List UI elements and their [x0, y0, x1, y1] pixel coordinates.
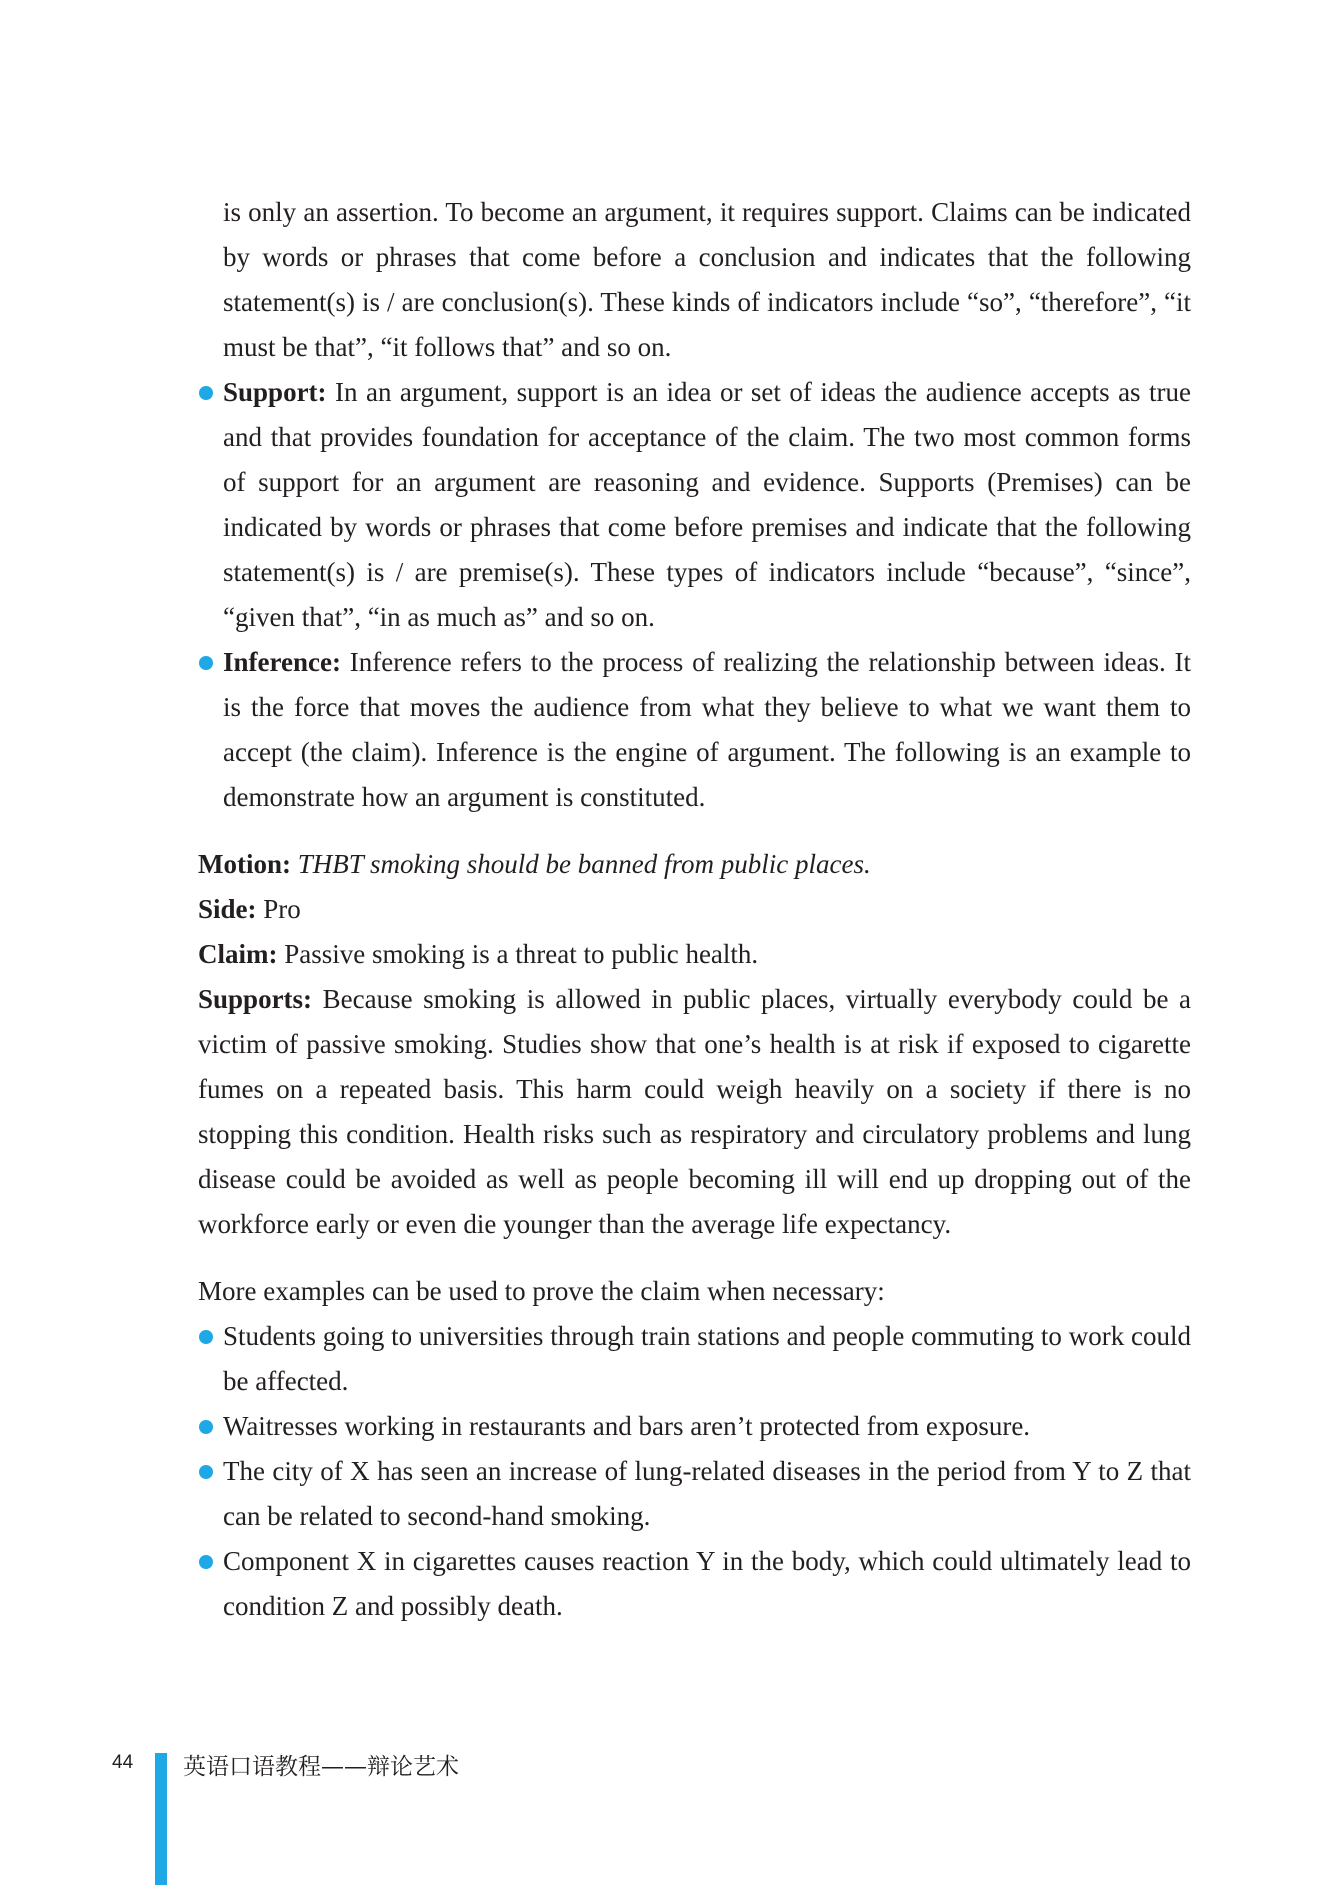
footer-accent-bar — [155, 1753, 167, 1885]
definition-item-inference — [198, 640, 1191, 820]
claim-text: Passive smoking is a threat to public health. — [284, 939, 759, 969]
intro-paragraph: is only an assertion. To become an argument, it requires support. Claims can be indicated by words or phrases that come before a conclusion and indicates that the following statement(s) is / are conclusion(s). These kinds of indicators include “so”, “therefore”, “it must be that”, “it follows that” and so on. — [223, 197, 1191, 362]
page-number: 44 — [112, 1752, 134, 1773]
argument-example — [198, 842, 1191, 1247]
motion-line — [198, 842, 1191, 887]
bullet-icon — [199, 1555, 213, 1569]
bullet-icon — [199, 1465, 213, 1479]
list-item-text: The city of X has seen an increase of lung-related diseases in the period from Y to Z that can be related to second-hand smoking. — [223, 1456, 1191, 1531]
supports-paragraph — [198, 977, 1191, 1247]
claim-label: Claim: — [198, 939, 278, 969]
list-item-text: Component X in cigarettes causes reaction Y in the body, which could ultimately lead to condition Z and possibly death. — [223, 1546, 1191, 1621]
list-item — [198, 1449, 1191, 1539]
list-item — [198, 1314, 1191, 1404]
page-body — [198, 190, 1191, 1629]
definition-item-support — [198, 370, 1191, 640]
claim-line — [198, 932, 1191, 977]
definition-text: In an argument, support is an idea or set of ideas the audience accepts as true and that provides foundation for acceptance of the claim. The two most common forms of support for an argument are reasoning and evidence. Supports (Premises) can be indicated by words or phrases that come before premises and indicate that the following statement(s) is / are premise(s). These types of indicators include “because”, “since”, “given that”, “in as much as” and so on. — [223, 377, 1192, 632]
bullet-icon — [199, 656, 213, 670]
side-text: Pro — [263, 894, 301, 924]
side-label: Side: — [198, 894, 257, 924]
definition-text: Inference refers to the process of realizing the relationship between ideas. It is the force that moves the audience from what they believe to what we want them to accept (the claim). Inference is the engine of argument. The following is an example to demonstrate how an argument is constituted. — [223, 647, 1192, 812]
definition-term: Inference: — [223, 647, 341, 677]
side-line — [198, 887, 1191, 932]
bullet-icon — [199, 1420, 213, 1434]
motion-label: Motion: — [198, 849, 291, 879]
list-item — [198, 1404, 1191, 1449]
bullet-icon — [199, 386, 213, 400]
running-footer-title: 英语口语教程——辩论艺术 — [183, 1754, 459, 1780]
list-item-text: Students going to universities through train stations and people commuting to work could be affected. — [223, 1321, 1191, 1396]
more-examples-intro: More examples can be used to prove the claim when necessary: — [198, 1276, 885, 1306]
supports-text: Because smoking is allowed in public places, virtually everybody could be a victim of passive smoking. Studies show that one’s health is at risk if exposed to cigarette fumes on a repeated basis. This harm could weigh heavily on a society if there is no stopping this condition. Health risks such as respiratory and circulatory problems and lung disease could be avoided as well as people becoming ill will end up dropping out of the workforce early or even die younger than the average life expectancy. — [198, 984, 1191, 1239]
definition-term: Support: — [223, 377, 327, 407]
supports-label: Supports: — [198, 984, 313, 1014]
more-examples-section — [198, 1269, 1191, 1629]
bullet-icon — [199, 1330, 213, 1344]
motion-text: THBT smoking should be banned from public places. — [297, 849, 871, 879]
list-item — [198, 1539, 1191, 1629]
list-item-text: Waitresses working in restaurants and bars aren’t protected from exposure. — [223, 1411, 1031, 1441]
